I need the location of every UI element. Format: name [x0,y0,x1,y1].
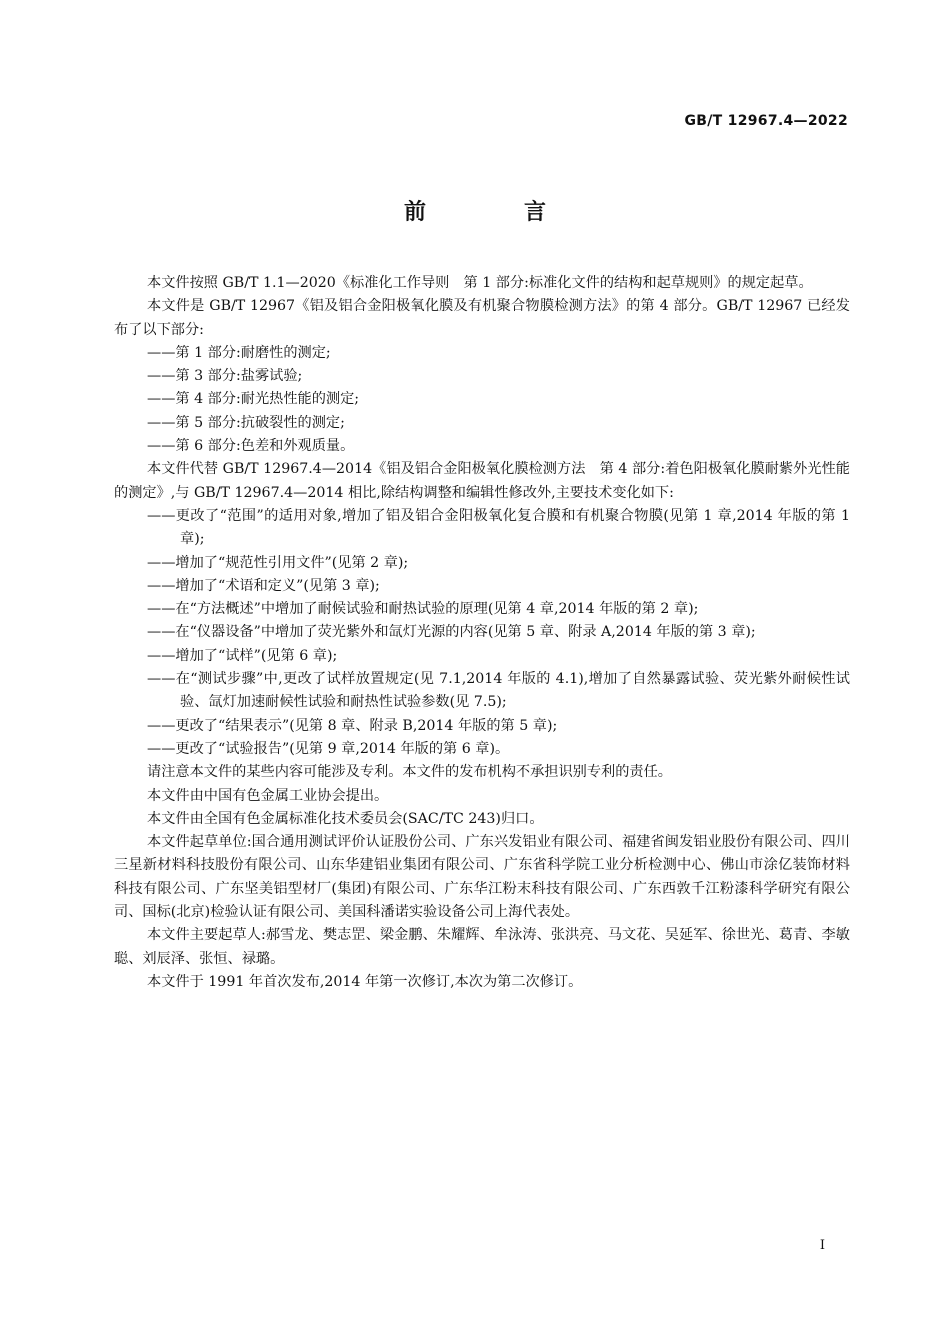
change-item-specimens: ——增加了“试样”(见第 6 章); [147,647,338,664]
paragraph-drafting-rules: 本文件按照 GB/T 1.1—2020《标准化工作导则 第 1 部分:标准化文件的结构和起草规则》的规定起草。 [147,275,813,291]
change-item-apparatus: ——在“仪器设备”中增加了荧光紫外和氙灯光源的内容(见第 5 章、附录 A,2014 年版的第 3 章); [147,624,756,641]
paragraph-series-intro: 本文件是 GB/T 12967《铝及铝合金阳极氧化膜及有机聚合物膜检测方法》的第 4 部分。GB/T 12967 已经发布了以下部分: [114,298,850,338]
paragraph-committee: 本文件由全国有色金属标准化技术委员会(SAC/TC 243)归口。 [147,810,544,827]
change-item-results: ——更改了“结果表示”(见第 8 章、附录 B,2014 年版的第 5 章); [147,717,558,734]
list-item-part-5: ——第 5 部分:抗破裂性的测定; [147,414,345,431]
change-item-test-report: ——更改了“试验报告”(见第 9 章,2014 年版的第 6 章)。 [147,740,510,757]
list-item-part-1: ——第 1 部分:耐磨性的测定; [147,344,331,361]
change-item-normative-refs: ——增加了“规范性引用文件”(见第 2 章); [147,554,409,571]
foreword-body [114,272,850,994]
page-title: 前 言 [403,200,584,225]
paragraph-replaces: 本文件代替 GB/T 12967.4—2014《铝及铝合金阳极氧化膜检测方法 第 4 部分:着色阳极氧化膜耐紫外光性能的测定》,与 GB/T 12967.4—2014 相比,除结构调整和编辑性修改外,主要技术变化如下: [114,461,850,501]
change-item-terms: ——增加了“术语和定义”(见第 3 章); [147,577,380,594]
paragraph-history: 本文件于 1991 年首次发布,2014 年第一次修订,本次为第二次修订。 [147,973,583,990]
paragraph-proposer: 本文件由中国有色金属工业协会提出。 [147,787,389,804]
list-item-part-4: ——第 4 部分:耐光热性能的测定; [147,391,360,408]
page-number: I [819,1238,825,1253]
change-item-test-procedure: ——在“测试步骤”中,更改了试样放置规定(见 7.1,2014 年版的 4.1),增加了自然暴露试验、荧光紫外耐候性试验、氙灯加速耐候性试验和耐热性试验参数(见 7.5); [147,671,850,711]
paragraph-patent-notice: 请注意本文件的某些内容可能涉及专利。本文件的发布机构不承担识别专利的责任。 [147,764,672,781]
change-item-scope: ——更改了“范围”的适用对象,增加了铝及铝合金阳极氧化复合膜和有机聚合物膜(见第 1 章,2014 年版的第 1 章); [147,507,850,548]
standard-code: GB/T 12967.4—2022 [684,113,848,129]
change-item-method-overview: ——在“方法概述”中增加了耐候试验和耐热试验的原理(见第 4 章,2014 年版的第 2 章); [147,601,699,618]
list-item-part-6: ——第 6 部分:色差和外观质量。 [147,438,355,455]
paragraph-drafting-units: 本文件起草单位:国合通用测试评价认证股份公司、广东兴发铝业有限公司、福建省闽发铝业股份有限公司、四川三星新材料科技股份有限公司、山东华建铝业集团有限公司、广东省科学院工业分析检测中心、佛山市涂亿装饰材料科技有限公司、广东坚美铝型材厂(集团)有限公司、广东华江粉末科技有限公司、广东西敦千江粉漆科学研究有限公司、国标(北京)检验认证有限公司、美国科潘诺实验设备公司上海代表处。 [114,834,850,921]
list-item-part-3: ——第 3 部分:盐雾试验; [147,368,303,385]
paragraph-drafters: 本文件主要起草人:郝雪龙、樊志罡、梁金鹏、朱耀辉、牟泳涛、张洪亮、马文花、吴延军、徐世光、葛青、李敏聪、刘辰泽、张恒、禄璐。 [114,927,850,967]
